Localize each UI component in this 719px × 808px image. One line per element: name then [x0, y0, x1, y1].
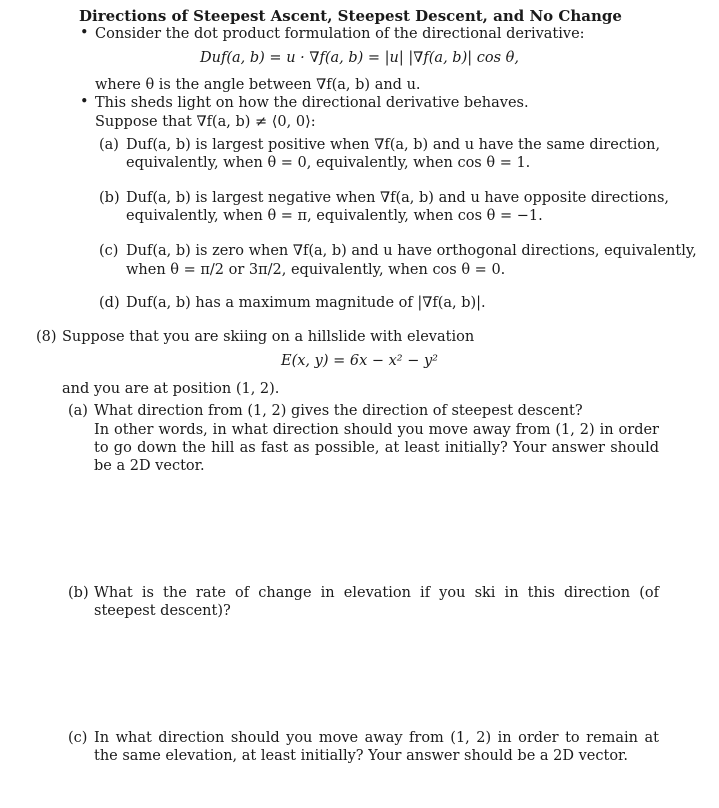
section-heading: Directions of Steepest Ascent, Steepest Descent, and No Change	[79, 7, 622, 25]
angle-note: where θ is the angle between ∇f(a, b) and u.	[95, 77, 421, 93]
case-c-line1: Duf(a, b) is zero when ∇f(a, b) and u have orthogonal directions, equivalently,	[126, 243, 697, 259]
directional-derivative-equation: Duf(a, b) = u · ∇f(a, b) = |u| |∇f(a, b)| cos θ,	[200, 50, 519, 66]
problem-number: (8)	[36, 329, 57, 345]
case-c-line2: when θ = π/2 or 3π/2, equivalently, when cos θ = 0.	[126, 262, 506, 278]
elevation-equation: E(x, y) = 6x − x² − y²	[281, 353, 438, 369]
case-a-line1: Duf(a, b) is largest positive when ∇f(a, b) and u have the same direction,	[126, 137, 661, 153]
bullet-1-text: Consider the dot product formulation of the directional derivative:	[95, 26, 585, 42]
part-a-detail: In other words, in what direction should you move away from (1, 2) in order to go down the hill as fast as possible, at least initially? Your answer should be a 2D vector.	[94, 422, 659, 474]
part-b-question: What is the rate of change in elevation if you ski in this direction (of steepest descent)?	[94, 585, 659, 619]
bullet-2-text: This sheds light on how the directional derivative behaves.	[95, 95, 529, 111]
problem-intro: Suppose that you are skiing on a hillslide with elevation	[62, 329, 475, 345]
part-c-label: (c)	[68, 730, 88, 746]
part-c-question: In what direction should you move away from (1, 2) in order to remain at the same elevation, at least initially? Your answer should be a 2D vector.	[94, 730, 659, 764]
case-c-label: (c)	[99, 243, 119, 259]
case-b-line1: Duf(a, b) is largest negative when ∇f(a, b) and u have opposite directions,	[126, 190, 670, 206]
case-a-line2: equivalently, when θ = 0, equivalently, when cos θ = 1.	[126, 155, 531, 171]
case-b-line2: equivalently, when θ = π, equivalently, when cos θ = −1.	[126, 208, 543, 224]
case-d-line1: Duf(a, b) has a maximum magnitude of |∇f(a, b)|.	[126, 295, 486, 311]
suppose-gradient-nonzero: Suppose that ∇f(a, b) ≠ ⟨0, 0⟩:	[95, 114, 316, 130]
bullet-1-marker: •	[80, 25, 89, 41]
part-a-question: What direction from (1, 2) gives the direction of steepest descent?	[94, 403, 583, 419]
case-b-label: (b)	[99, 190, 120, 206]
part-b-label: (b)	[68, 585, 89, 601]
case-d-label: (d)	[99, 295, 120, 311]
case-a-label: (a)	[99, 137, 119, 153]
position-statement: and you are at position (1, 2).	[62, 381, 280, 397]
bullet-2-marker: •	[80, 94, 89, 110]
part-a-label: (a)	[68, 403, 88, 419]
